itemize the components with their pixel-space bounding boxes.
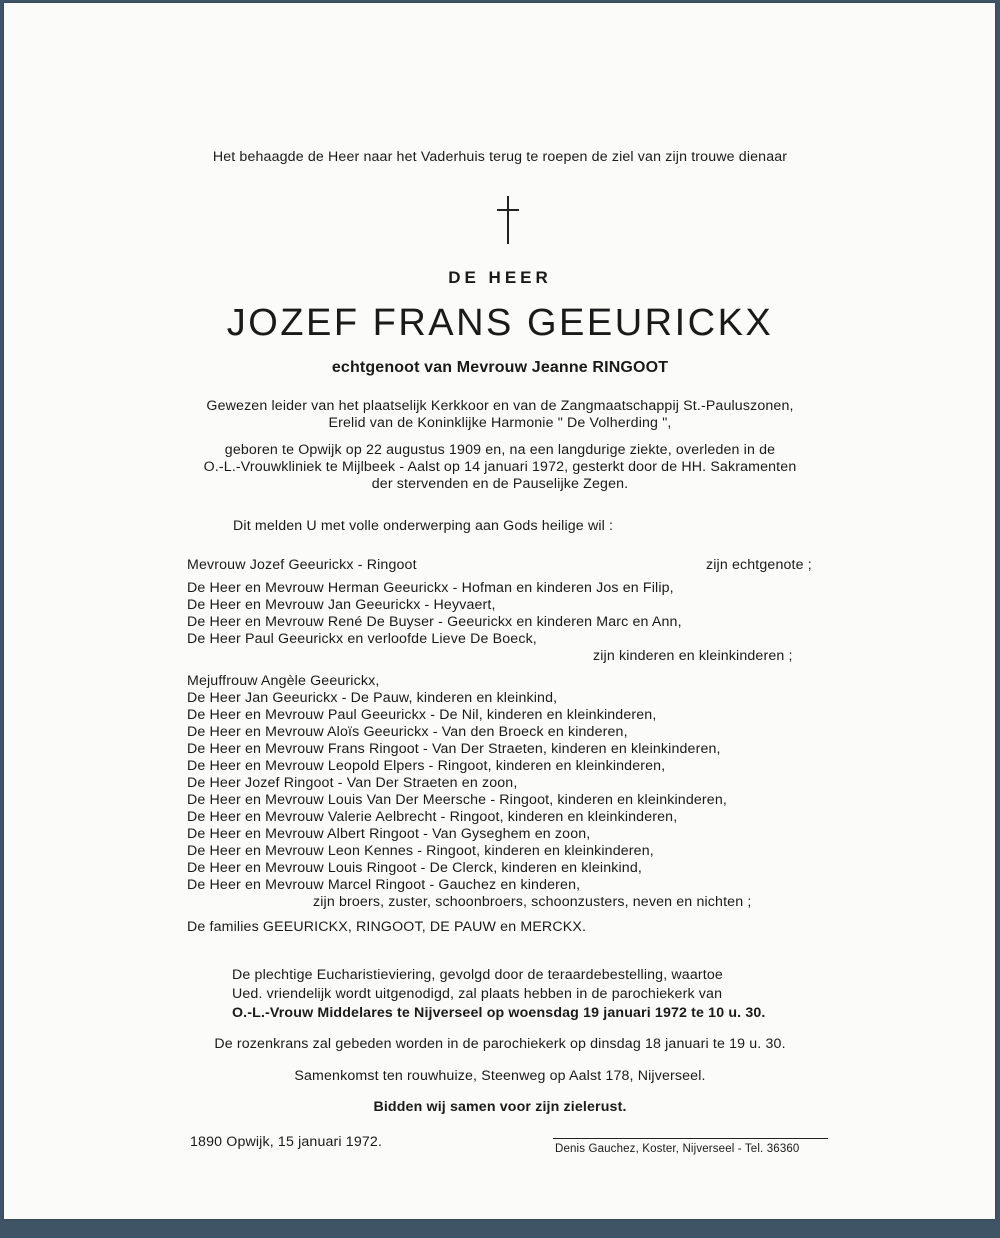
mourner-line: De Heer en Mevrouw Marcel Ringoot - Gauchez en kinderen, — [187, 877, 581, 893]
signature-rule — [553, 1138, 828, 1139]
rosary-line: De rozenkrans zal gebeden worden in de parochiekerk op dinsdag 18 januari te 19 u. 30. — [214, 1036, 786, 1052]
mourner-line: De Heer Paul Geeurickx en verloofde Lieve De Boeck, — [187, 631, 537, 647]
life-line: der stervenden en de Pauselijke Zegen. — [371, 476, 629, 492]
ceremony-line: Ued. vriendelijk wordt uitgenodigd, zal plaats hebben in de parochiekerk van — [232, 986, 723, 1002]
siblings-role: zijn broers, zuster, schoonbroers, schoonzusters, neven en nichten ; — [313, 894, 752, 910]
mourner-line: De Heer en Mevrouw Frans Ringoot - Van Der Straeten, kinderen en kleinkinderen, — [187, 741, 721, 757]
mourner-line: De Heer en Mevrouw Louis Ringoot - De Clerck, kinderen en kleinkind, — [187, 860, 642, 876]
mourner-line: De Heer en Mevrouw Albert Ringoot - Van Gyseghem en zoon, — [187, 826, 591, 842]
gathering-line: Samenkomst ten rouwhuize, Steenweg op Aalst 178, Nijverseel. — [294, 1068, 706, 1084]
mourner-line: Mejuffrouw Angèle Geeurickx, — [187, 673, 380, 689]
ceremony-line: De plechtige Eucharistieviering, gevolgd door de teraardebestelling, waartoe — [232, 967, 723, 983]
intro-text: Het behaagde de Heer naar het Vaderhuis terug te roepen de ziel van zijn trouwe dienaar — [212, 149, 788, 165]
salutation: DE HEER — [448, 268, 552, 287]
ceremony-line: O.-L.-Vrouw Middelares te Nijverseel op woensdag 19 januari 1972 te 10 u. 30. — [232, 1005, 766, 1021]
mourner-line: De Heer en Mevrouw Leon Kennes - Ringoot, kinderen en kleinkinderen, — [187, 843, 654, 859]
announcement: Dit melden U met volle onderwerping aan Gods heilige wil : — [233, 518, 614, 534]
mourner-line: De Heer en Mevrouw René De Buyser - Geeurickx en kinderen Marc en Ann, — [187, 614, 682, 630]
cross-icon — [497, 196, 519, 244]
widow-role: zijn echtgenote ; — [706, 557, 812, 573]
spouse-line: echtgenoot van Mevrouw Jeanne RINGOOT — [331, 359, 669, 376]
families-line: De families GEEURICKX, RINGOOT, DE PAUW en MERCKX. — [187, 919, 587, 935]
life-line: geboren te Opwijk op 22 augustus 1909 en, na een langdurige ziekte, overleden in de — [224, 442, 776, 458]
mourner-line: De Heer en Mevrouw Louis Van Der Meersche - Ringoot, kinderen en kleinkinderen, — [187, 792, 727, 808]
mourner-line: De Heer en Mevrouw Herman Geeurickx - Hofman en kinderen Jos en Filip, — [187, 580, 674, 596]
prayer-line: Bidden wij samen voor zijn zielerust. — [373, 1099, 627, 1115]
mourner-line: De Heer en Mevrouw Jan Geeurickx - Heyvaert, — [187, 597, 496, 613]
life-line: O.-L.-Vrouwkliniek te Mijlbeek - Aalst op 14 januari 1972, gesterkt door de HH. Sakramenten — [203, 459, 797, 475]
printer-line: Denis Gauchez, Koster, Nijverseel - Tel. 36360 — [555, 1143, 800, 1155]
deceased-name: JOZEF FRANS GEEURICKX — [226, 302, 774, 344]
widow-name: Mevrouw Jozef Geeurickx - Ringoot — [187, 557, 417, 573]
title-line: Erelid van de Koninklijke Harmonie " De Volherding ", — [328, 415, 672, 431]
mourner-line: De Heer en Mevrouw Aloïs Geeurickx - Van den Broeck en kinderen, — [187, 724, 628, 740]
mourner-line: De Heer en Mevrouw Valerie Aelbrecht - Ringoot, kinderen en kleinkinderen, — [187, 809, 678, 825]
mourner-line: De Heer Jozef Ringoot - Van Der Straeten en zoon, — [187, 775, 518, 791]
title-line: Gewezen leider van het plaatselijk Kerkkoor en van de Zangmaatschappij St.-Pauluszonen, — [206, 398, 794, 414]
place-date: 1890 Opwijk, 15 januari 1972. — [190, 1134, 383, 1150]
mourner-line: De Heer Jan Geeurickx - De Pauw, kinderen en kleinkind, — [187, 690, 558, 706]
mourner-line: De Heer en Mevrouw Leopold Elpers - Ringoot, kinderen en kleinkinderen, — [187, 758, 666, 774]
mourner-line: De Heer en Mevrouw Paul Geeurickx - De Nil, kinderen en kleinkinderen, — [187, 707, 657, 723]
children-role: zijn kinderen en kleinkinderen ; — [593, 648, 793, 664]
